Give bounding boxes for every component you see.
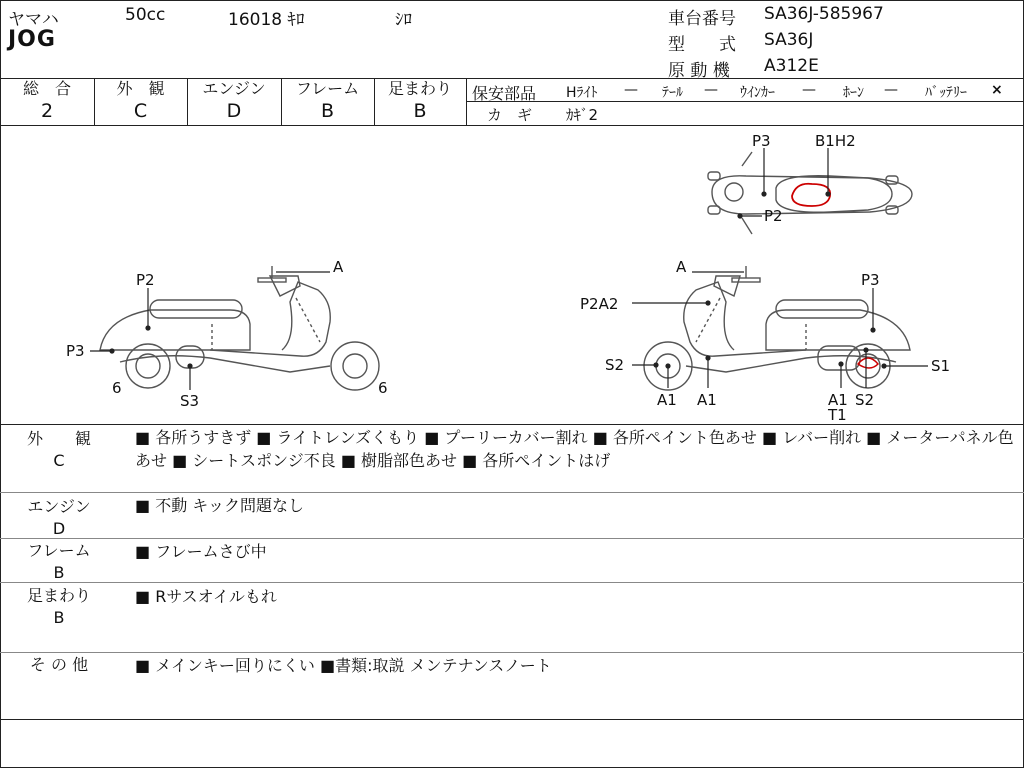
- safety-item-status: —: [624, 82, 638, 98]
- grade-label: エンジン: [202, 79, 266, 98]
- grade-label: フレーム: [295, 79, 360, 98]
- safety-item-name: Hﾗｲﾄ: [566, 85, 598, 101]
- comment-label: 外 観: [26, 429, 91, 448]
- scooter-body: [100, 310, 250, 350]
- scooter-handlebar: [732, 278, 760, 282]
- grade-value: B: [320, 100, 335, 122]
- key-label: カ ギ: [487, 106, 533, 124]
- diagram-label: P2: [136, 271, 155, 289]
- safety-item-status: —: [884, 82, 898, 98]
- grade-label: 足まわり: [387, 79, 452, 98]
- scooter-headlight: [714, 276, 740, 296]
- leader-dot: [146, 326, 150, 330]
- comment-text: ■ フレームさび中: [135, 542, 267, 561]
- diagram-label: B1H2: [815, 132, 856, 150]
- condition-diagram: [0, 126, 1024, 424]
- scooter-panel-line: [296, 298, 320, 342]
- grade-engine: [187, 79, 281, 123]
- scooter-headlight: [270, 276, 300, 296]
- damage-mark: [858, 358, 878, 368]
- grade-overall: [0, 79, 94, 123]
- leader-dot: [882, 364, 886, 368]
- scooter-top-headlight: [725, 183, 743, 201]
- key-value: ｶｷﾞ2: [566, 106, 599, 124]
- comment-text: ■ Rサスオイルもれ: [135, 587, 277, 606]
- diagram-label: S1: [931, 357, 951, 375]
- diagram-label: P3: [861, 271, 880, 289]
- grade-label: 外 観: [116, 79, 165, 98]
- comment-grade: C: [53, 451, 65, 470]
- leader-dot: [871, 328, 875, 332]
- safety-item-name: ﾊﾞｯﾃﾘｰ: [925, 85, 967, 101]
- diagram-label: A1: [828, 391, 848, 409]
- comment-label-frame: [20, 540, 98, 584]
- comment-label-engine: [20, 496, 98, 540]
- scooter-front-hub: [343, 354, 367, 378]
- leader-dot: [864, 348, 868, 352]
- engine-label: 原 動 機: [668, 61, 730, 81]
- divider: [0, 492, 1024, 493]
- safety-item-name: ﾃｰﾙ: [662, 85, 683, 101]
- diagram-label: 6: [112, 379, 122, 397]
- safety-item-name: ﾎｰﾝ: [843, 85, 864, 101]
- frame-no: SA36J-585967: [764, 4, 884, 24]
- model-name: JOG: [8, 27, 56, 52]
- comment-label-exterior: [20, 428, 98, 472]
- scooter-top-mirror: [708, 172, 720, 180]
- grade-label: 総 合: [22, 79, 71, 98]
- comment-text: ■ 各所うすきず ■ ライトレンズくもり ■ プーリーカバー割れ ■ 各所ペイント色あせ ■ レバー削れ ■ メーターパネル色あせ ■ シートスポンジ不良 ■ 樹脂部色あせ ■ 各所ペイントはげ: [135, 428, 1014, 470]
- scooter-front: [210, 282, 330, 356]
- safety-item-name: ｳｲﾝｶｰ: [740, 85, 775, 101]
- divider: [0, 652, 1024, 653]
- divider: [0, 582, 1024, 583]
- divider: [0, 424, 1024, 425]
- comment-grade: D: [52, 519, 66, 538]
- leader-dot: [762, 192, 766, 196]
- scooter-underbody: [120, 356, 330, 372]
- diagram-label: 6: [378, 379, 388, 397]
- leader-dot: [738, 214, 742, 218]
- diagram-label: S2: [605, 356, 625, 374]
- diagram-label: P2: [764, 207, 783, 225]
- scooter-seat: [150, 300, 242, 318]
- frame-no-label: 車台番号: [668, 9, 736, 29]
- diagram-label: A: [333, 258, 344, 276]
- scooter-diagram-svg: [0, 126, 1024, 424]
- diagram-label: A1: [697, 391, 717, 409]
- diagram-label: A1: [657, 391, 677, 409]
- comment-label-suspension: [20, 585, 98, 629]
- leader-dot: [826, 192, 830, 196]
- engine-value: A312E: [764, 56, 819, 76]
- leader-dot: [706, 356, 710, 360]
- safety-item-status: —: [802, 82, 816, 98]
- comment-label: エンジン: [27, 497, 91, 516]
- comment-label-other: [20, 654, 98, 676]
- scooter-front-wheel: [331, 342, 379, 390]
- grade-value: B: [413, 100, 427, 122]
- diagram-label: P2A2: [580, 295, 619, 313]
- leader-dot: [706, 301, 710, 305]
- scooter-body: [766, 310, 910, 350]
- safety-label: 保安部品: [472, 84, 537, 103]
- type-value: SA36J: [764, 30, 814, 50]
- grade-value: 2: [40, 100, 54, 122]
- diagram-label: P3: [66, 342, 85, 360]
- comment-label: そ の 他: [29, 655, 89, 674]
- comment-grade: B: [53, 563, 65, 582]
- scooter-top-handle: [742, 218, 752, 234]
- scooter-front: [684, 282, 806, 356]
- color: ｼﾛ: [395, 10, 412, 30]
- grade-frame: [281, 79, 374, 123]
- comment-text: ■ 不動 キック問題なし: [135, 496, 304, 515]
- leader-dot: [110, 349, 114, 353]
- damage-mark: [792, 184, 830, 206]
- scooter-top-handle: [742, 152, 752, 166]
- grade-value: C: [133, 100, 148, 122]
- displacement: 50cc: [125, 5, 166, 25]
- safety-item-status: —: [704, 82, 718, 98]
- grade-suspension: [374, 79, 466, 123]
- leader-dot: [666, 364, 670, 368]
- comment-text: ■ メインキー回りにくい ■書類:取説 メンテナンスノート: [135, 656, 552, 675]
- mileage: 16018 ｷﾛ: [228, 10, 305, 30]
- diagram-label: S2: [855, 391, 875, 409]
- maker: ヤマハ: [8, 10, 59, 30]
- scooter-seat: [776, 300, 868, 318]
- diagram-label: S3: [180, 392, 200, 410]
- diagram-label: T1: [828, 406, 847, 424]
- divider: [0, 538, 1024, 539]
- grade-value: D: [226, 100, 242, 122]
- scooter-top-view: [708, 152, 912, 234]
- comment-grade: B: [53, 608, 65, 627]
- comment-label: 足まわり: [26, 586, 91, 605]
- leader-dot: [654, 363, 658, 367]
- divider: [0, 719, 1024, 720]
- safety-item-status: ×: [991, 82, 1003, 98]
- leader-dot: [188, 364, 192, 368]
- leader-dot: [839, 362, 843, 366]
- comment-label: フレーム: [27, 541, 91, 560]
- diagram-label: A: [676, 258, 687, 276]
- diagram-label: P3: [752, 132, 771, 150]
- grade-exterior: [94, 79, 187, 123]
- type-label: 型 式: [668, 35, 736, 55]
